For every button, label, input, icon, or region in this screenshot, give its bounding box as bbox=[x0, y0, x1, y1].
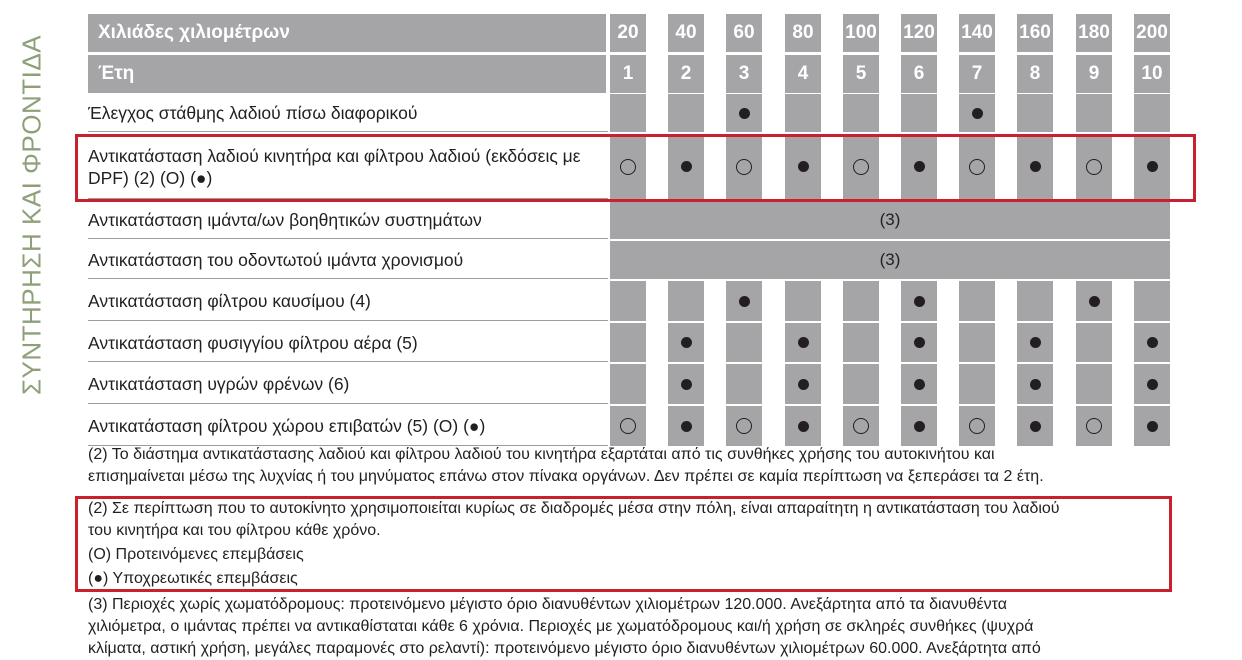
mandatory-dot-icon bbox=[914, 421, 925, 432]
interval-cell bbox=[1017, 94, 1053, 132]
row-label: Αντικατάσταση φυσιγγίου φίλτρου αέρα (5) bbox=[88, 332, 418, 353]
row-divider bbox=[88, 278, 608, 279]
km-header-cell: 20 bbox=[610, 14, 646, 52]
interval-cell bbox=[959, 406, 995, 446]
interval-cell bbox=[959, 364, 995, 404]
table-row bbox=[88, 201, 1170, 239]
interval-cell bbox=[1017, 406, 1053, 446]
row-divider bbox=[88, 131, 608, 132]
interval-cell bbox=[726, 406, 762, 446]
year-header-cell: 10 bbox=[1134, 55, 1170, 93]
interval-cell bbox=[1076, 406, 1112, 446]
row-label: Αντικατάσταση φίλτρου καυσίμου (4) bbox=[88, 291, 371, 311]
year-header-cell: 8 bbox=[1017, 55, 1053, 93]
year-header-cell: 2 bbox=[668, 55, 704, 93]
interval-cell bbox=[785, 281, 821, 321]
note-2-city-use bbox=[88, 498, 1178, 590]
year-header-cell: 9 bbox=[1076, 55, 1112, 93]
table-row bbox=[88, 364, 1170, 404]
interval-cell bbox=[959, 94, 995, 132]
legend-optional: (O) Προτεινόμενες επεμβάσεις bbox=[88, 546, 304, 563]
row-label: Αντικατάσταση λαδιού κινητήρα και φίλτρου λαδιού (εκδόσεις με DPF) (2) (O) (●) bbox=[88, 145, 581, 188]
interval-cell bbox=[1076, 281, 1112, 321]
interval-cell bbox=[843, 323, 879, 362]
interval-cell bbox=[785, 364, 821, 404]
interval-cell bbox=[610, 323, 646, 362]
row-divider bbox=[88, 361, 608, 362]
row-divider bbox=[88, 403, 608, 404]
optional-circle-icon bbox=[620, 418, 636, 434]
year-header-cell: 5 bbox=[843, 55, 879, 93]
km-header-row bbox=[88, 14, 1170, 52]
interval-cell bbox=[785, 406, 821, 446]
interval-cell bbox=[1017, 323, 1053, 362]
note-line: του κινητήρα και του φίλτρου κάθε χρόνο. bbox=[88, 522, 381, 539]
note-line: (2) Σε περίπτωση που το αυτοκίνητο χρησιμοποιείται κυρίως σε διαδρομές μέσα στην πόλη, είναι απαραίτητη η αντικατάσταση του λαδιού bbox=[88, 500, 1060, 517]
mandatory-dot-icon bbox=[798, 421, 809, 432]
table-row bbox=[88, 241, 1170, 279]
mandatory-dot-icon bbox=[739, 108, 750, 119]
note-line: χιλιόμετρα, ο ιμάντας πρέπει να αντικαθίσταται κάθε 6 χρόνια. Περιοχές με χωματόδρομους και/ή χρήση σε σκληρές συνθήκες (ψυχρά bbox=[88, 618, 1034, 635]
year-header-cell: 4 bbox=[785, 55, 821, 93]
mandatory-dot-icon bbox=[1030, 379, 1041, 390]
note-3-belt bbox=[88, 594, 1178, 660]
row-label: Αντικατάσταση φίλτρου χώρου επιβατών (5) (O) (●) bbox=[88, 416, 486, 436]
note-2-oil-interval bbox=[88, 444, 1178, 488]
row-label: Αντικατάσταση του οδοντωτού ιμάντα χρονισμού bbox=[88, 250, 464, 270]
interval-cell bbox=[668, 323, 704, 362]
mandatory-dot-icon bbox=[798, 379, 809, 390]
mandatory-dot-icon bbox=[681, 379, 692, 390]
span-cell: (3) bbox=[610, 201, 1170, 239]
year-header-cell: 1 bbox=[610, 55, 646, 93]
interval-cell bbox=[843, 94, 879, 132]
interval-cell bbox=[1134, 406, 1170, 446]
row-divider bbox=[88, 238, 608, 239]
mandatory-dot-icon bbox=[681, 421, 692, 432]
interval-cell bbox=[1076, 323, 1112, 362]
interval-cell bbox=[668, 364, 704, 404]
interval-cell bbox=[610, 94, 646, 132]
interval-cell bbox=[668, 281, 704, 321]
km-header-cell: 100 bbox=[843, 14, 879, 52]
mandatory-dot-icon bbox=[914, 379, 925, 390]
km-header-cell: 160 bbox=[1017, 14, 1053, 52]
interval-cell bbox=[1134, 94, 1170, 132]
interval-cell bbox=[785, 94, 821, 132]
year-header-cell: 6 bbox=[901, 55, 937, 93]
optional-circle-icon bbox=[853, 418, 869, 434]
interval-cell bbox=[843, 364, 879, 404]
km-header-cell: 80 bbox=[785, 14, 821, 52]
interval-cell bbox=[610, 364, 646, 404]
km-header-cell: 140 bbox=[959, 14, 995, 52]
note-line: (2) Το διάστημα αντικατάστασης λαδιού και φίλτρου λαδιού του κινητήρα εξαρτάται από τις συνθήκες χρήσης του αυτοκινήτου και bbox=[88, 446, 995, 463]
side-title-text: ΣΥΝΤΗΡΗΣΗ ΚΑΙ ΦΡΟΝΤΙΔΑ bbox=[16, 34, 47, 396]
row-label: Αντικατάσταση υγρών φρένων (6) bbox=[88, 374, 350, 394]
year-header-cell: 7 bbox=[959, 55, 995, 93]
km-header-cell: 180 bbox=[1076, 14, 1112, 52]
interval-cell bbox=[1134, 281, 1170, 321]
note-line: επισημαίνεται μέσω της λυχνίας ή του μηνύματος επάνω στον πίνακα οργάνων. Δεν πρέπει σε καμία περίπτωση να ξεπεράσει τα 2 έτη. bbox=[88, 468, 1044, 485]
interval-cell bbox=[959, 281, 995, 321]
optional-circle-icon bbox=[969, 418, 985, 434]
mandatory-dot-icon bbox=[681, 337, 692, 348]
km-header-cell: 120 bbox=[901, 14, 937, 52]
mandatory-dot-icon bbox=[1030, 337, 1041, 348]
interval-cell bbox=[726, 364, 762, 404]
legend-mandatory: (●) Υποχρεωτικές επεμβάσεις bbox=[88, 570, 298, 587]
table-row bbox=[88, 323, 1170, 362]
side-section-title bbox=[12, 6, 52, 424]
row-label: Αντικατάσταση ιμάντα/ων βοηθητικών συστημάτων bbox=[88, 210, 482, 230]
interval-cell bbox=[901, 94, 937, 132]
interval-cell bbox=[610, 406, 646, 446]
interval-cell bbox=[1134, 364, 1170, 404]
year-header-cell: 3 bbox=[726, 55, 762, 93]
mandatory-dot-icon bbox=[798, 337, 809, 348]
interval-cell bbox=[901, 406, 937, 446]
table-row bbox=[88, 406, 1170, 446]
interval-cell bbox=[901, 323, 937, 362]
years-header-row bbox=[88, 55, 1170, 93]
km-header-cell: 200 bbox=[1134, 14, 1170, 52]
interval-cell bbox=[959, 323, 995, 362]
interval-cell bbox=[843, 281, 879, 321]
mandatory-dot-icon bbox=[1147, 379, 1158, 390]
interval-cell bbox=[726, 94, 762, 132]
mandatory-dot-icon bbox=[1147, 337, 1158, 348]
row-divider bbox=[88, 320, 608, 321]
years-header-label: Έτη bbox=[88, 55, 606, 93]
interval-cell bbox=[1017, 281, 1053, 321]
note-line: (3) Περιοχές χωρίς χωματόδρομους: προτεινόμενο μέγιστο όριο διανυθέντων χιλιομέτρων 120.000. Ανεξάρτητα από τα διανυθέντα bbox=[88, 596, 1007, 613]
interval-cell bbox=[1076, 364, 1112, 404]
km-header-label: Χιλιάδες χιλιομέτρων bbox=[88, 14, 606, 52]
km-header-cell: 40 bbox=[668, 14, 704, 52]
interval-cell bbox=[901, 364, 937, 404]
optional-circle-icon bbox=[1086, 418, 1102, 434]
mandatory-dot-icon bbox=[914, 296, 925, 307]
mandatory-dot-icon bbox=[739, 296, 750, 307]
note-line: κλίματα, αστική χρήση, μεγάλες παραμονές στο ρελαντί): προτεινόμενο μέγιστο όριο διανυθέντων χιλιομέτρων 60.000. Ανεξάρτητα από bbox=[88, 640, 1041, 657]
table-row bbox=[88, 281, 1170, 321]
table-row bbox=[88, 94, 1170, 132]
km-header-cell: 60 bbox=[726, 14, 762, 52]
interval-cell bbox=[668, 406, 704, 446]
interval-cell bbox=[1076, 94, 1112, 132]
interval-cell bbox=[843, 406, 879, 446]
interval-cell bbox=[785, 323, 821, 362]
row-label: Έλεγχος στάθμης λαδιού πίσω διαφορικού bbox=[88, 103, 418, 123]
mandatory-dot-icon bbox=[1089, 296, 1100, 307]
mandatory-dot-icon bbox=[1030, 421, 1041, 432]
interval-cell bbox=[726, 323, 762, 362]
oil-row-highlight-box bbox=[75, 134, 1196, 202]
mandatory-dot-icon bbox=[972, 108, 983, 119]
interval-cell bbox=[610, 281, 646, 321]
interval-cell bbox=[726, 281, 762, 321]
mandatory-dot-icon bbox=[1147, 421, 1158, 432]
span-cell: (3) bbox=[610, 241, 1170, 279]
maintenance-table bbox=[88, 14, 1170, 438]
optional-circle-icon bbox=[736, 418, 752, 434]
interval-cell bbox=[1134, 323, 1170, 362]
interval-cell bbox=[668, 94, 704, 132]
interval-cell bbox=[1017, 364, 1053, 404]
mandatory-dot-icon bbox=[914, 337, 925, 348]
interval-cell bbox=[901, 281, 937, 321]
